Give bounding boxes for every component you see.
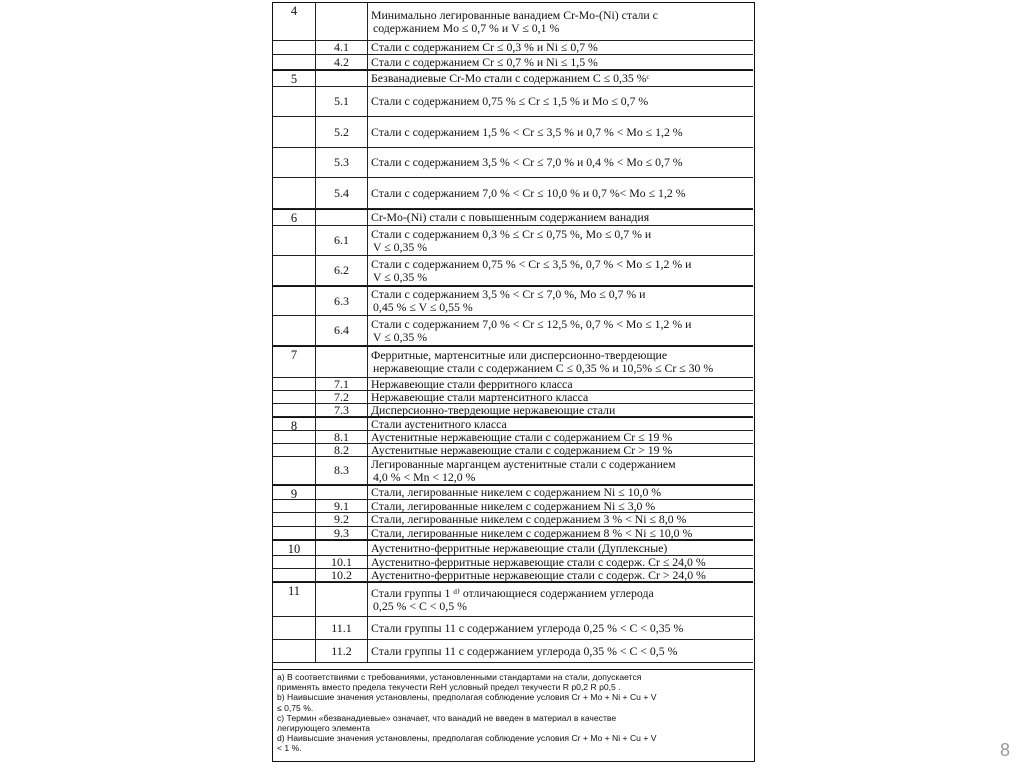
- description-line: Аустенитно-ферритные нержавеющие стали (Дуплексные): [371, 541, 668, 555]
- group-number: [273, 117, 315, 118]
- subgroup-number: 6.3: [315, 287, 368, 315]
- group-number: [273, 87, 315, 88]
- description-line: Cr-Mo-(Ni) стали с повышенным содержанием ванадия: [371, 210, 650, 224]
- description-line: Аустенитно-ферритные нержавеющие стали с содерж. Cr > 24,0 %: [371, 569, 706, 581]
- group-number: 5: [290, 72, 298, 86]
- table-row: [273, 569, 753, 582]
- description-line: 0,25 % < C < 0,5 %: [373, 598, 467, 613]
- subgroup-number: [315, 210, 368, 225]
- group-number: [273, 431, 315, 432]
- description-line: Стали с содержанием Cr ≤ 0,7 % и Ni ≤ 1,5 %: [371, 55, 598, 69]
- subgroup-number: 11.1: [315, 617, 368, 639]
- steel-description: [371, 500, 749, 512]
- description-line: Стали, легированные никелем с содержанием 8 % < Ni ≤ 10,0 %: [371, 527, 693, 539]
- table-row: [273, 55, 753, 70]
- group-number: 7: [290, 348, 298, 362]
- subgroup-number: 7.2: [315, 391, 368, 403]
- group-number: [273, 148, 315, 149]
- table-row: [273, 640, 753, 663]
- steel-description: [371, 404, 749, 416]
- steel-description: [371, 210, 749, 225]
- table-row: [273, 3, 753, 41]
- group-number: [273, 404, 315, 405]
- steel-description: [371, 583, 749, 616]
- description-line: Стали с содержанием Cr ≤ 0,3 % и Ni ≤ 0,7 %: [371, 41, 598, 54]
- group-number: [273, 41, 315, 42]
- description-line: Безванадиевые Cr-Mo стали с содержанием C ≤ 0,35 %ᶜ: [371, 71, 650, 85]
- description-line: Стали с содержанием 7,0 % < Cr ≤ 12,5 %, 0,7 % < Mo ≤ 1,2 % и: [371, 316, 692, 331]
- table-row: [273, 286, 753, 316]
- subgroup-number: 7.3: [315, 404, 368, 416]
- steel-description: [371, 513, 749, 526]
- subgroup-number: 6.2: [315, 256, 368, 285]
- description-line: Аустенитно-ферритные нержавеющие стали с содерж. Cr ≤ 24,0 %: [371, 556, 706, 568]
- subgroup-number: 9.2: [315, 513, 368, 526]
- steel-description: [371, 3, 749, 40]
- subgroup-number: [315, 3, 368, 40]
- description-line: Стали группы 11 с содержанием углерода 0,25 % < C < 0,35 %: [371, 620, 684, 635]
- description-line: V ≤ 0,35 %: [373, 239, 428, 254]
- description-line: Стали, легированные никелем с содержанием Ni ≤ 10,0 %: [371, 486, 662, 499]
- description-line: Стали с содержанием 7,0 % < Cr ≤ 10,0 % и 0,7 %< Mo ≤ 1,2 %: [371, 185, 686, 200]
- table-row: [273, 87, 753, 117]
- description-line: Дисперсионно-твердеющие нержавеющие стали: [371, 404, 616, 416]
- description-line: Стали с содержанием 0,75 % < Cr ≤ 3,5 %, 0,7 % < Mo ≤ 1,2 % и: [371, 256, 692, 271]
- footnote-line: ≤ 0,75 %.: [277, 702, 314, 713]
- description-line: содержанием Mo ≤ 0,7 % и V ≤ 0,1 %: [373, 20, 560, 35]
- description-line: 4,0 % < Mn < 12,0 %: [373, 469, 476, 484]
- steel-description: [371, 486, 749, 499]
- steel-description: [371, 316, 749, 345]
- table-row: [273, 617, 753, 640]
- group-number: [273, 617, 315, 618]
- subgroup-number: 9.1: [315, 500, 368, 512]
- description-line: Минимально легированные ванадием Cr-Mo-(Ni) стали с: [371, 7, 658, 22]
- table-row: [273, 404, 753, 417]
- table-row: [273, 178, 753, 209]
- description-line: Ферритные, мартенситные или дисперсионно-твердеющие: [371, 348, 668, 362]
- table-row: [273, 582, 753, 617]
- steel-description: [371, 527, 749, 539]
- group-number: [273, 256, 315, 257]
- steel-description: [371, 444, 749, 456]
- steel-description: [371, 457, 749, 484]
- description-line: Стали с содержанием 0,3 % ≤ Cr ≤ 0,75 %, Mo ≤ 0,7 % и: [371, 226, 652, 241]
- subgroup-number: 7.1: [315, 378, 368, 390]
- subgroup-number: 8.2: [315, 444, 368, 456]
- footnote-line: c) Термин «безванадиевые» означает, что ванадий не введен в материал в качестве: [277, 712, 617, 723]
- footnote-line: d) Наивысшие значения установлены, предполагая соблюдение условия Cr + Mo + Ni + Cu + V: [277, 733, 657, 744]
- subgroup-number: 5.2: [315, 117, 368, 147]
- group-number: [273, 55, 315, 56]
- subgroup-number: [315, 347, 368, 377]
- steel-description: [371, 226, 749, 255]
- description-line: V ≤ 0,35 %: [373, 269, 428, 284]
- steel-description: [371, 117, 749, 147]
- description-line: Стали, легированные никелем с содержанием Ni ≤ 3,0 %: [371, 500, 656, 512]
- subgroup-number: 11.2: [315, 640, 368, 662]
- group-number: [273, 287, 315, 288]
- subgroup-number: [315, 583, 368, 616]
- subgroup-number: 5.4: [315, 178, 368, 208]
- steel-description: [371, 640, 749, 662]
- group-number: [273, 500, 315, 501]
- table-row: [273, 444, 753, 457]
- steel-description: [371, 178, 749, 208]
- table-row: [273, 148, 753, 178]
- subgroup-number: 6.1: [315, 226, 368, 255]
- description-line: Стали группы 11 с содержанием углерода 0,35 % < C < 0,5 %: [371, 643, 678, 658]
- subgroup-number: 5.3: [315, 148, 368, 177]
- steel-description: [371, 87, 749, 116]
- steel-description: [371, 418, 749, 430]
- subgroup-number: 4.1: [315, 41, 368, 54]
- group-number: [273, 457, 315, 458]
- table-row: [273, 346, 753, 378]
- footnotes: [273, 669, 753, 756]
- subgroup-number: [315, 71, 368, 86]
- steel-description: [371, 541, 749, 555]
- subgroup-number: [315, 486, 368, 499]
- steel-description: [371, 556, 749, 568]
- steel-description: [371, 256, 749, 285]
- table-row: [273, 117, 753, 148]
- footnote-line: применять вместо предела текучести ReH условный предел текучести R p0,2 R p0,5 .: [277, 682, 621, 693]
- description-line: Нержавеющие стали мартенситного класса: [371, 391, 589, 403]
- steel-description: [371, 431, 749, 443]
- description-line: Стали с содержанием 3,5 % < Cr ≤ 7,0 % и 0,4 % < Mo ≤ 0,7 %: [371, 155, 683, 169]
- steel-description: [371, 41, 749, 54]
- description-line: Стали с содержанием 3,5 % < Cr ≤ 7,0 %, Mo ≤ 0,7 % и: [371, 287, 646, 301]
- description-line: Стали с содержанием 0,75 % ≤ Cr ≤ 1,5 % и Mo ≤ 0,7 %: [371, 94, 649, 108]
- table-row: [273, 457, 753, 485]
- subgroup-number: [315, 418, 368, 430]
- steel-groups-table: [273, 3, 753, 663]
- subgroup-number: 8.1: [315, 431, 368, 443]
- group-number: [273, 569, 315, 570]
- steel-description: [371, 347, 749, 377]
- table-row: [273, 209, 753, 226]
- description-line: Аустенитные нержавеющие стали с содержанием Cr ≤ 19 %: [371, 431, 673, 443]
- description-line: нержавеющие стали с содержанием C ≤ 0,35 % и 10,5% ≤ Cr ≤ 30 %: [373, 361, 714, 375]
- table-row: [273, 256, 753, 286]
- group-number: 9: [290, 487, 298, 501]
- footnote-line: b) Наивысшие значения установлены, предполагая соблюдение условия Cr + Mo + Ni + Cu + V: [277, 692, 657, 703]
- description-line: Легированные марганцем аустенитные стали с содержанием: [371, 457, 676, 471]
- footnote-line: < 1 %.: [277, 743, 302, 754]
- description-line: Нержавеющие стали ферритного класса: [371, 378, 573, 390]
- subgroup-number: [315, 541, 368, 555]
- steel-description: [371, 148, 749, 177]
- footnote-line: a) В соответствиями с требованиями, установленными стандартами на стали, допускается: [277, 672, 642, 682]
- slide-number: 8: [999, 740, 1010, 760]
- group-number: 8: [290, 419, 298, 433]
- description-line: Стали с содержанием 1,5 % < Cr ≤ 3,5 % и 0,7 % < Mo ≤ 1,2 %: [371, 124, 683, 139]
- footnote-line: легирующего элемента: [277, 723, 371, 734]
- group-number: 10: [287, 542, 301, 556]
- group-number: 6: [290, 211, 298, 225]
- group-number: [273, 640, 315, 641]
- subgroup-number: 5.1: [315, 87, 368, 116]
- description-line: Стали, легированные никелем с содержанием 3 % < Ni ≤ 8,0 %: [371, 513, 687, 526]
- table-row: [273, 527, 753, 540]
- group-number: [273, 378, 315, 379]
- description-line: Стали аустенитного класса: [371, 418, 507, 430]
- steel-description: [371, 391, 749, 403]
- subgroup-number: 9.3: [315, 527, 368, 539]
- group-number: 4: [290, 4, 298, 18]
- subgroup-number: 4.2: [315, 55, 368, 69]
- table-row: [273, 316, 753, 346]
- subgroup-number: 8.3: [315, 457, 368, 484]
- description-line: Стали группы 1 ᵈ⁾ отличающиеся содержанием углерода: [371, 585, 654, 600]
- steel-description: [371, 55, 749, 69]
- group-number: 11: [287, 584, 301, 598]
- subgroup-number: 10.2: [315, 569, 368, 581]
- steel-description: [371, 569, 749, 581]
- group-number: [273, 527, 315, 528]
- group-number: [273, 556, 315, 557]
- steel-description: [371, 71, 749, 86]
- description-line: V ≤ 0,35 %: [373, 329, 428, 344]
- description-line: Аустенитные нержавеющие стали с содержанием Cr > 19 %: [371, 444, 673, 456]
- group-number: [273, 513, 315, 514]
- table-row: [273, 226, 753, 256]
- table-row: [273, 70, 753, 87]
- subgroup-number: 6.4: [315, 316, 368, 345]
- group-number: [273, 226, 315, 227]
- steel-description: [371, 617, 749, 639]
- group-number: [273, 316, 315, 317]
- steel-description: [371, 287, 749, 315]
- group-number: [273, 444, 315, 445]
- table-row: [273, 41, 753, 55]
- group-number: [273, 391, 315, 392]
- document-page: [272, 2, 755, 762]
- steel-description: [371, 378, 749, 390]
- group-number: [273, 178, 315, 179]
- subgroup-number: 10.1: [315, 556, 368, 568]
- description-line: 0,45 % ≤ V ≤ 0,55 %: [373, 300, 473, 314]
